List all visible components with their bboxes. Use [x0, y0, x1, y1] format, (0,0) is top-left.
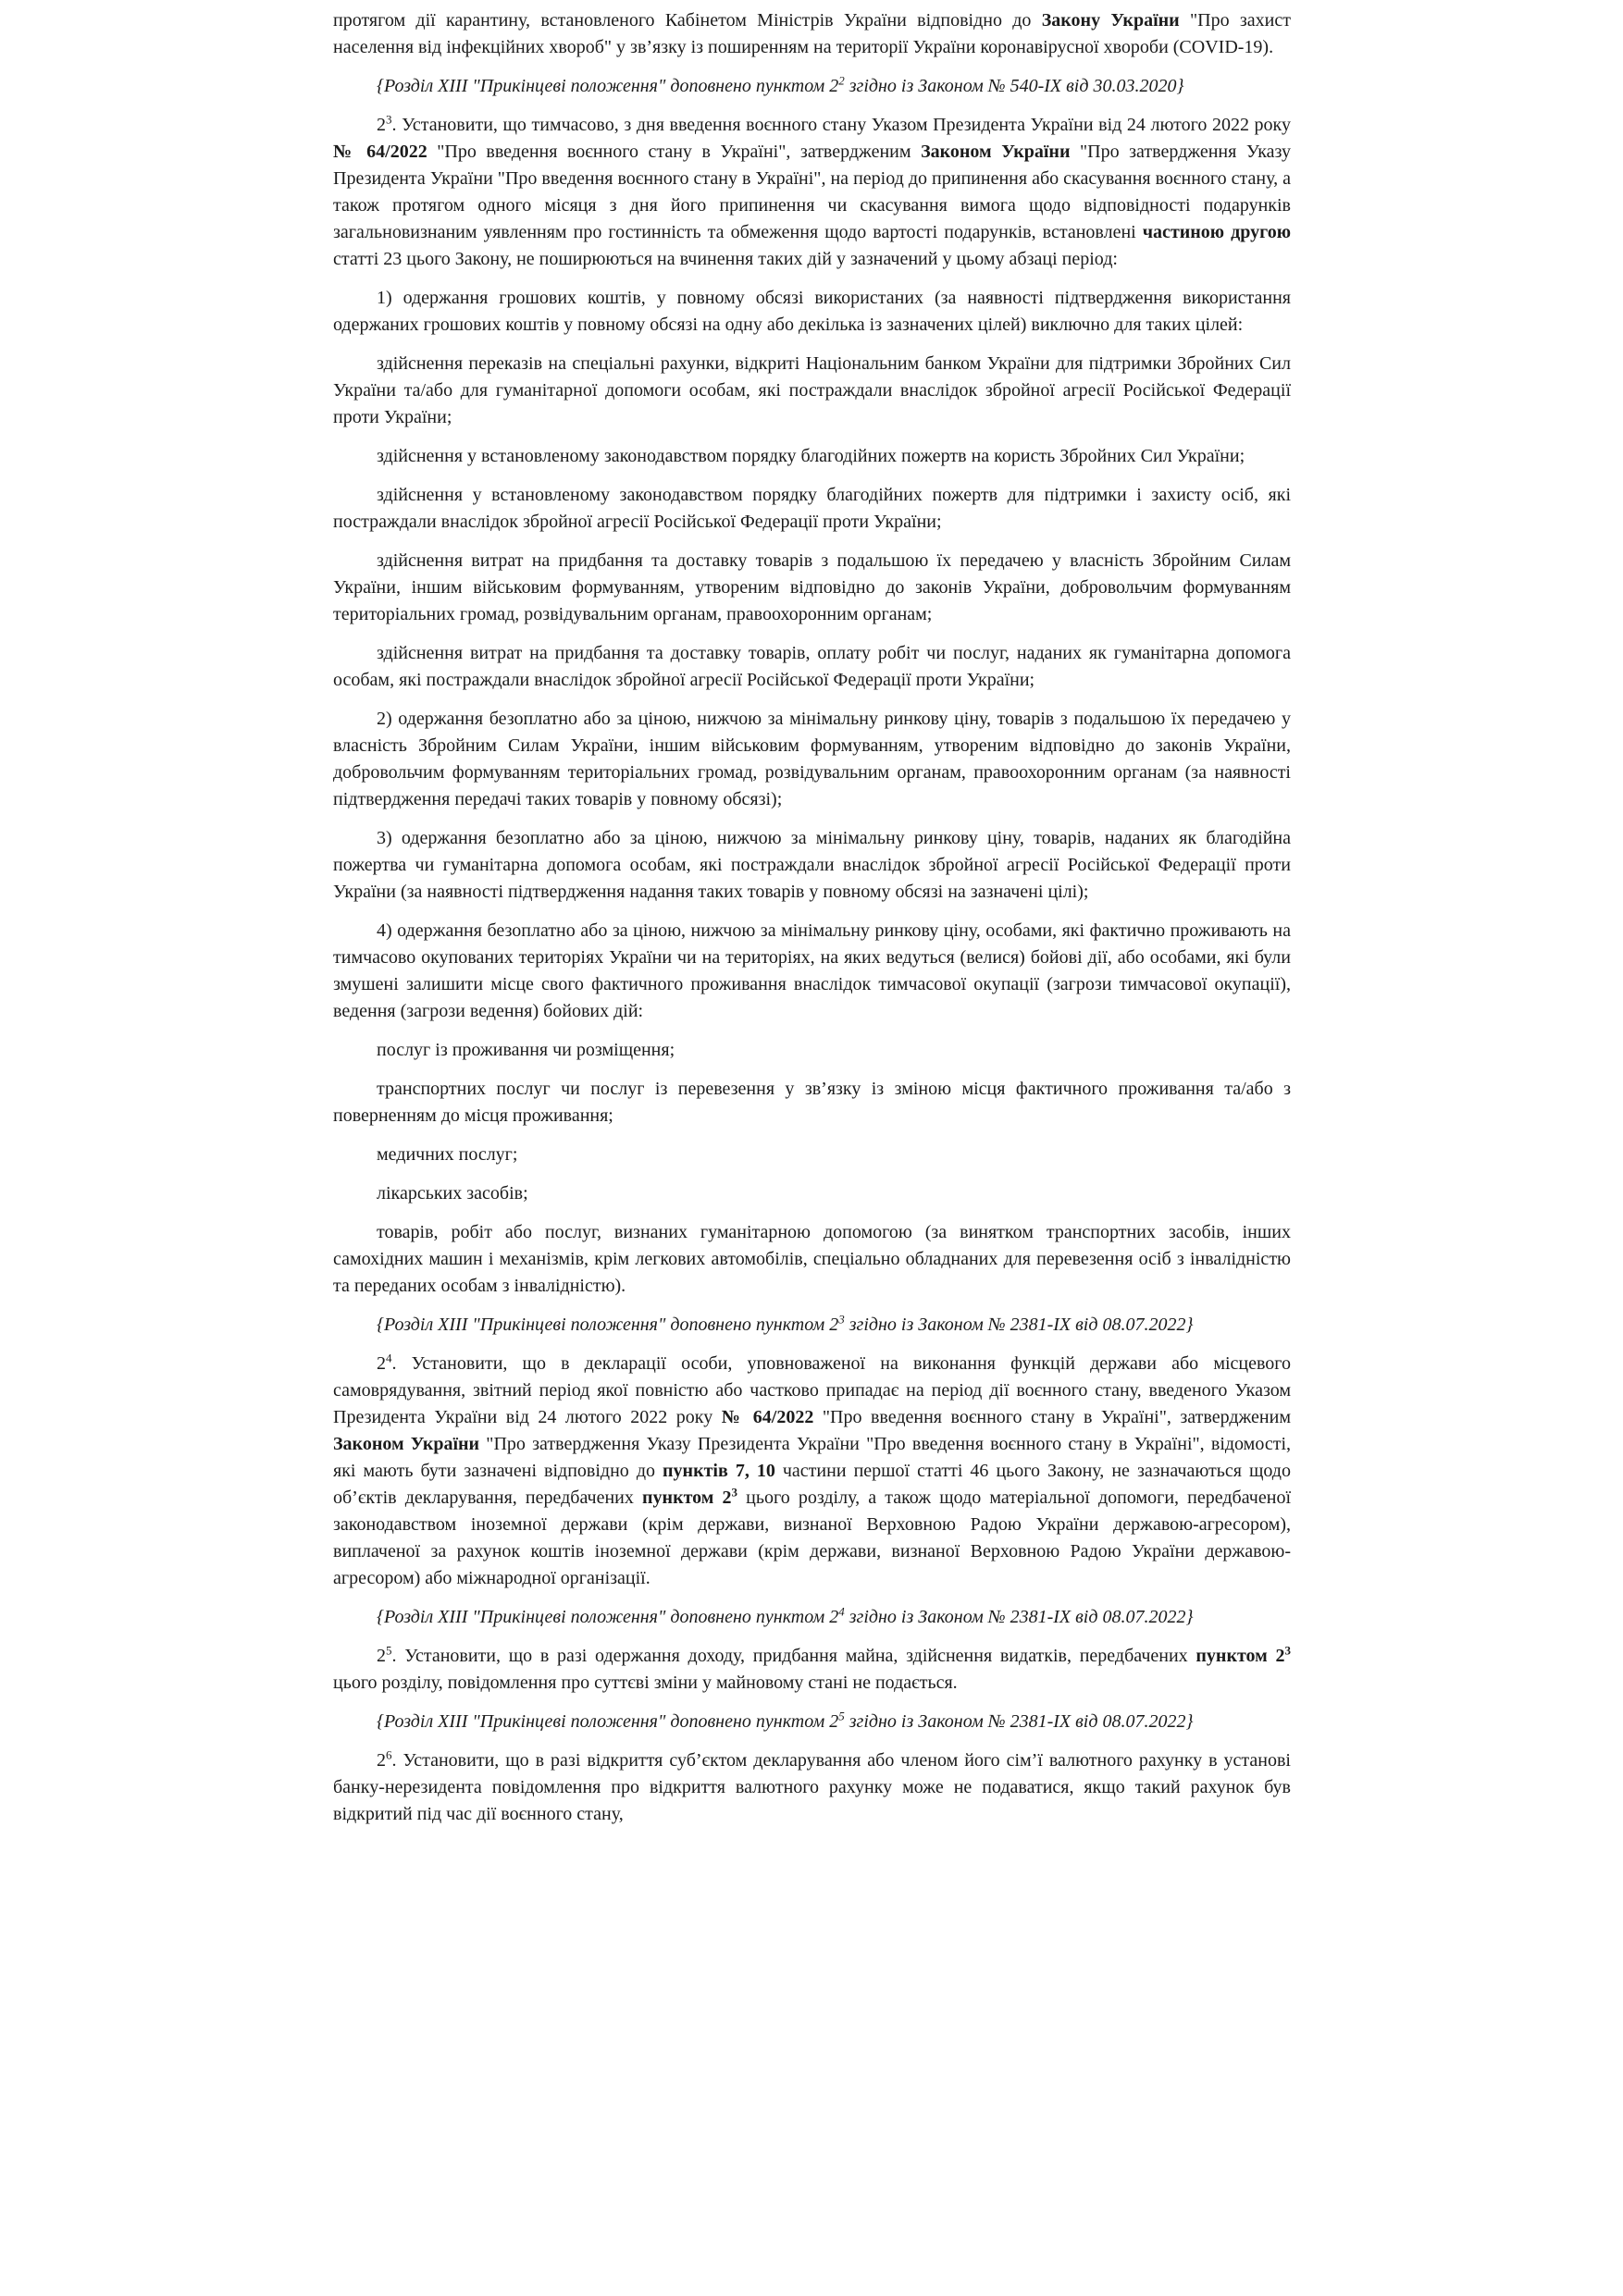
- superscript: 5: [838, 1709, 845, 1723]
- superscript: 3: [838, 1312, 845, 1327]
- text-run: . Установити, що в декларації особи, уповноваженої на виконання функцій держави або місцевого самоврядування, звітний період якої повністю або частково припадає на період дії воєнного стану, введеного Указом Президента України від 24 лютого 2022 року: [333, 1353, 1291, 1427]
- paragraph: [333, 285, 1291, 339]
- paragraph: [333, 1180, 1291, 1207]
- text-run: цього розділу, а також щодо матеріальної допомоги, передбаченої законодавством іноземної держави (крім держави, визнаної Верховною Радою України державою-агресором), виплаченої за рахунок коштів іноземної держави (крім держави, визнаної Верховною Радою України державою-агресором) або міжнародної організації.: [333, 1487, 1291, 1588]
- bold-reference: Законом України: [921, 142, 1071, 162]
- text-run: {Розділ XIII "Прикінцеві положення" доповнено пунктом 2: [377, 1315, 839, 1335]
- superscript: 6: [386, 1747, 392, 1762]
- paragraph: [333, 1219, 1291, 1300]
- text-run: 2: [377, 1750, 386, 1771]
- text-run: здійснення у встановленому законодавством порядку благодійних пожертв для підтримки і захисту осіб, які постраждали внаслідок збройної агресії Російської Федерації проти України;: [333, 485, 1291, 532]
- text-run: статті 23 цього Закону, не поширюються на вчинення таких дій у зазначений у цьому абзаці період:: [333, 249, 1118, 269]
- text-run: {Розділ XIII "Прикінцеві положення" доповнено пунктом 2: [377, 1607, 839, 1627]
- paragraph: [333, 1076, 1291, 1129]
- bold-reference: частиною другою: [1142, 222, 1291, 242]
- text-run: {Розділ XIII "Прикінцеві положення" доповнено пунктом 2: [377, 1711, 839, 1732]
- text-run: здійснення витрат на придбання та доставку товарів, оплату робіт чи послуг, наданих як гуманітарна допомога особам, які постраждали внаслідок збройної агресії Російської Федерації проти України;: [333, 643, 1291, 690]
- superscript: 2: [838, 73, 845, 88]
- text-run: здійснення витрат на придбання та доставку товарів з подальшою їх передачею у власність Збройним Силам України, іншим військовим формуванням, утвореним відповідно до законів України, добровольчим формуванням територіальних громад, розвідувальним органам, правоохоронним органам;: [333, 550, 1291, 624]
- paragraph: [333, 640, 1291, 694]
- bold-reference: пунктів 7, 10: [663, 1461, 775, 1481]
- text-run: "Про затвердження Указу Президента України "Про введення воєнного стану в Україні", на період до припинення або скасування воєнного стану, а також протягом одного місяця з дня його припинення чи скасування вимога щодо відповідності подарунків загальновизнаним уявленням про гостинність та обмеження щодо вартості подарунків, встановлені: [333, 142, 1292, 242]
- bold-reference: Законом України: [333, 1434, 480, 1454]
- paragraph: [333, 1142, 1291, 1168]
- document-body: [333, 7, 1291, 1828]
- paragraph: [333, 1747, 1291, 1828]
- text-run: 2) одержання безоплатно або за ціною, нижчою за мінімальну ринкову ціну, товарів з подальшою їх передачею у власність Збройним Силам України, іншим військовим формуванням, утвореним відповідно до законів України, добровольчим формуванням територіальних громад, розвідувальним органам, правоохоронним органам (за наявності підтвердження передачі таких товарів у повному обсязі);: [333, 709, 1291, 809]
- text-run: лікарських засобів;: [377, 1183, 528, 1204]
- superscript: 4: [386, 1351, 392, 1365]
- text-run: згідно із Законом № 2381-IX від 08.07.2022}: [844, 1607, 1194, 1627]
- text-run: 2: [377, 1646, 386, 1666]
- text-run: протягом дії карантину, встановленого Кабінетом Міністрів України відповідно до: [333, 10, 1042, 31]
- text-run: згідно із Законом № 540-IX від 30.03.2020}: [844, 76, 1184, 96]
- bold-reference: № 64/2022: [721, 1407, 814, 1427]
- text-run: товарів, робіт або послуг, визнаних гуманітарною допомогою (за винятком транспортних засобів, інших самохідних машин і механізмів, крім легкових автомобілів, спеціально обладнаних для перевезення осіб з інвалідністю та переданих особам з інвалідністю).: [333, 1222, 1291, 1296]
- paragraph: [333, 1643, 1291, 1697]
- paragraph: [333, 1037, 1291, 1064]
- paragraph: [333, 825, 1291, 906]
- superscript: 3: [731, 1485, 738, 1500]
- text-run: . Установити, що в разі одержання доходу, придбання майна, здійснення видатків, передбачених: [391, 1646, 1196, 1666]
- editorial-note: [333, 1709, 1291, 1735]
- editorial-note: [333, 1312, 1291, 1339]
- text-run: медичних послуг;: [377, 1144, 518, 1165]
- text-run: "Про введення воєнного стану в Україні", затвердженим: [427, 142, 922, 162]
- text-run: . Установити, що в разі відкриття суб’єктом декларування або членом його сім’ї валютного рахунку в установі банку-нерезидента повідомлення про відкриття валютного рахунку може не подаватися, якщо такий рахунок був відкритий під час дії воєнного стану,: [333, 1750, 1291, 1824]
- superscript: 5: [386, 1643, 392, 1658]
- paragraph: [333, 443, 1291, 470]
- text-run: здійснення у встановленому законодавством порядку благодійних пожертв на користь Збройних Сил України;: [377, 446, 1245, 466]
- bold-reference: Закону України: [1041, 10, 1180, 31]
- text-run: здійснення переказів на спеціальні рахунки, відкриті Національним банком України для підтримки Збройних Сил України та/або для гуманітарної допомоги особам, які постраждали внаслідок збройної агресії Російської Федерації проти України;: [333, 353, 1291, 427]
- text-run: 2: [377, 115, 386, 135]
- superscript: 4: [838, 1604, 845, 1619]
- text-run: {Розділ XIII "Прикінцеві положення" доповнено пунктом 2: [377, 76, 839, 96]
- editorial-note: [333, 73, 1291, 100]
- text-run: частини першої статті 46 цього Закону, не зазначаються щодо об’єктів декларування, передбачених: [333, 1461, 1291, 1508]
- paragraph: [333, 482, 1291, 536]
- paragraph: [333, 112, 1291, 273]
- text-run: . Установити, що тимчасово, з дня введення воєнного стану Указом Президента України від 24 лютого 2022 року: [391, 115, 1291, 135]
- superscript: 3: [1284, 1643, 1291, 1658]
- text-run: 3) одержання безоплатно або за ціною, нижчою за мінімальну ринкову ціну, товарів, наданих як благодійна пожертва чи гуманітарна допомога особам, які постраждали внаслідок збройної агресії Російської Федерації проти України (за наявності підтвердження надання таких товарів у повному обсязі на зазначені цілі);: [333, 828, 1291, 902]
- paragraph: [333, 918, 1291, 1025]
- text-run: 2: [377, 1353, 386, 1374]
- text-run: послуг із проживання чи розміщення;: [377, 1040, 675, 1060]
- bold-reference: пунктом 2: [642, 1487, 732, 1508]
- editorial-note: [333, 1604, 1291, 1631]
- text-run: 4) одержання безоплатно або за ціною, нижчою за мінімальну ринкову ціну, особами, які фактично проживають на тимчасово окупованих територіях України чи на територіях, на яких ведуться (велися) бойові дії, або особами, які були змушені залишити місце свого фактичного проживання внаслідок тимчасової окупації (загрози тимчасової окупації), ведення (загрози ведення) бойових дій:: [333, 920, 1291, 1021]
- paragraph: [333, 706, 1291, 813]
- paragraph: [333, 1351, 1291, 1592]
- text-run: "Про захист населення від інфекційних хвороб" у зв’язку із поширенням на території України коронавірусної хвороби (COVID-19).: [333, 10, 1291, 57]
- text-run: згідно із Законом № 2381-IX від 08.07.2022}: [844, 1711, 1194, 1732]
- bold-reference: № 64/2022: [333, 142, 427, 162]
- text-run: "Про затвердження Указу Президента України "Про введення воєнного стану в Україні", відомості, які мають бути зазначені відповідно до: [333, 1434, 1292, 1481]
- paragraph: [333, 7, 1291, 61]
- text-run: "Про введення воєнного стану в Україні", затвердженим: [813, 1407, 1291, 1427]
- text-run: транспортних послуг чи послуг із перевезення у зв’язку із зміною місця фактичного проживання та/або з поверненням до місця проживання;: [333, 1079, 1291, 1126]
- paragraph: [333, 548, 1291, 628]
- paragraph: [333, 351, 1291, 431]
- bold-reference: пунктом 2: [1196, 1646, 1285, 1666]
- text-run: 1) одержання грошових коштів, у повному обсязі використаних (за наявності підтвердження використання одержаних грошових коштів у повному обсязі на одну або декілька із зазначених цілей) виключно для таких цілей:: [333, 288, 1291, 335]
- text-run: згідно із Законом № 2381-IX від 08.07.2022}: [844, 1315, 1194, 1335]
- superscript: 3: [386, 112, 392, 127]
- text-run: цього розділу, повідомлення про суттєві зміни у майновому стані не подається.: [333, 1673, 958, 1693]
